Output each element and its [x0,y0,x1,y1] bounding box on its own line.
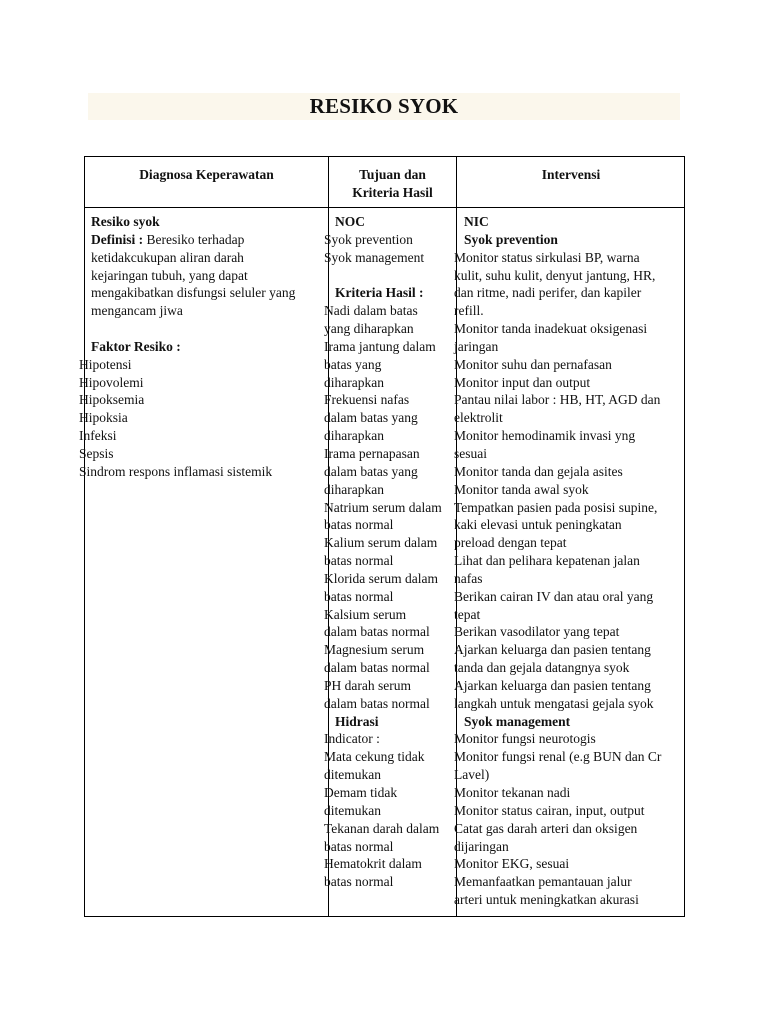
prevention-line: Ajarkan keluarga dan pasien tentang [454,677,651,693]
prevention-line: kulit, suhu kulit, denyut jantung, HR, [454,267,656,283]
header-tujuan [329,166,456,202]
prevention-line: Monitor tanda dan gejala asites [454,463,623,479]
kriteria-line: batas yang [324,356,382,372]
definisi-line: kejaringan tubuh, yang dapat [91,267,248,283]
hidrasi-line: Hematokrit dalam [324,856,422,872]
management-line: Monitor status cairan, input, output [454,802,645,818]
prevention-line: Monitor suhu dan pernafasan [454,356,612,372]
prevention-line: langkah untuk mengatasi gejala syok [454,695,654,711]
management-line: Monitor EKG, sesuai [454,856,570,872]
faktor-item: Hipotensi [79,356,132,372]
prevention-line: tepat [454,606,481,622]
kriteria-line: Frekuensi nafas [324,392,410,408]
prevention-line: Monitor tanda awal syok [454,481,589,497]
header-intervensi [457,166,685,184]
kriteria-line: dalam batas yang [324,410,418,426]
faktor-item: Hipoksia [79,410,128,426]
prevention-line: sesuai [454,445,487,461]
prevention-line: refill. [454,303,484,319]
definisi-line: mengancam jiwa [91,303,183,319]
kriteria-line: dalam batas normal [324,695,430,711]
title-bar [88,93,680,120]
management-heading: Syok management [464,713,571,729]
prevention-line: nafas [454,570,483,586]
prevention-line: Monitor hemodinamik invasi yng [454,428,636,444]
faktor-item: Hipovolemi [79,374,144,390]
faktor-item: Infeksi [79,428,117,444]
hidrasi-line: Tekanan darah dalam [324,820,440,836]
prevention-heading: Syok prevention [464,231,558,247]
kriteria-line: PH darah serum [324,677,411,693]
diagnosa-name: Resiko syok [91,214,160,229]
prevention-line: Monitor input dan output [454,374,591,390]
prevention-line: Berikan cairan IV dan atau oral yang [454,588,654,604]
diagnosa-column [79,213,328,913]
management-line: Monitor fungsi neurotogis [454,731,596,747]
tujuan-column [324,213,456,913]
header-diagnosa [85,166,328,184]
prevention-line: Monitor tanda inadekuat oksigenasi [454,321,648,337]
header-tujuan-line-2: Kriteria Hasil [352,184,433,200]
kriteria-line: diharapkan [324,428,384,444]
noc-heading: NOC [335,214,365,229]
faktor-item: Sepsis [79,445,114,461]
management-line: Memanfaatkan pemantauan jalur [454,874,632,890]
definisi-text: Beresiko terhadap [143,231,245,247]
kriteria-line: dalam batas normal [324,624,430,640]
prevention-line: Monitor status sirkulasi BP, warna [454,249,640,265]
definisi-line: ketidakcukupan aliran darah [91,249,244,265]
prevention-line: preload dengan tepat [454,535,567,551]
kriteria-line: batas normal [324,553,394,569]
header-divider [85,207,684,208]
faktor-heading: Faktor Resiko : [91,338,181,354]
faktor-item: Hipoksemia [79,392,145,408]
nursing-care-table [79,156,685,917]
kriteria-line: Natrium serum dalam [324,499,442,515]
hidrasi-line: ditemukan [324,802,381,818]
prevention-line: Ajarkan keluarga dan pasien tentang [454,642,651,658]
hidrasi-heading: Hidrasi [335,713,379,729]
prevention-line: kaki elevasi untuk peningkatan [454,517,622,533]
kriteria-line: Irama pernapasan [324,445,420,461]
kriteria-line: Irama jantung dalam [324,338,436,354]
header-intervensi-label: Intervensi [541,167,601,182]
spacer [85,320,328,338]
header-tujuan-line-1: Tujuan dan [359,167,426,182]
prevention-line: tanda dan gejala datangnya syok [454,660,630,676]
prevention-line: dan ritme, nadi perifer, dan kapiler [454,285,642,301]
management-line: Catat gas darah arteri dan oksigen [454,820,638,836]
kriteria-line: batas normal [324,517,394,533]
definisi-line: mengakibatkan disfungsi seluler yang [91,285,296,301]
management-line: Monitor fungsi renal (e.g BUN dan Cr [454,749,662,765]
page-title: RESIKO SYOK [309,94,459,118]
prevention-line: jaringan [454,338,499,354]
hidrasi-line: Mata cekung tidak [324,749,425,765]
hidrasi-line: batas normal [324,838,394,854]
hidrasi-line: Indicator : [324,731,380,747]
prevention-line: Berikan vasodilator yang tepat [454,624,620,640]
kriteria-line: batas normal [324,588,394,604]
hidrasi-line: ditemukan [324,767,381,783]
management-line: Lavel) [454,767,490,783]
kriteria-line: Klorida serum dalam [324,570,438,586]
kriteria-line: Magnesium serum [324,642,425,658]
definisi-line [85,231,328,249]
kriteria-line: dalam batas yang [324,463,418,479]
prevention-line: Pantau nilai labor : HB, HT, AGD dan [454,392,661,408]
kriteria-line: diharapkan [324,481,384,497]
header-diagnosa-label: Diagnosa Keperawatan [139,167,274,182]
hidrasi-line: Demam tidak [324,785,398,800]
intervensi-column [454,213,685,913]
kriteria-line: Kalsium serum [324,606,407,622]
noc-item: Syok prevention [324,231,413,247]
prevention-line: Tempatkan pasien pada posisi supine, [454,499,658,515]
faktor-item: Sindrom respons inflamasi sistemik [79,463,273,479]
kriteria-heading: Kriteria Hasil : [335,285,424,301]
kriteria-line: Nadi dalam batas [324,303,418,319]
hidrasi-line: batas normal [324,874,394,890]
kriteria-line: diharapkan [324,374,384,390]
definisi-label: Definisi : [91,231,144,247]
management-line: Monitor tekanan nadi [454,785,571,800]
noc-item: Syok management [324,249,425,265]
kriteria-line: dalam batas normal [324,660,430,676]
kriteria-line: Kalium serum dalam [324,535,438,551]
management-line: arteri untuk meningkatkan akurasi [454,892,639,908]
prevention-line: Lihat dan pelihara kepatenan jalan [454,553,640,569]
nic-heading: NIC [464,214,489,229]
spacer [329,267,456,285]
kriteria-line: yang diharapkan [324,321,414,337]
management-line: dijaringan [454,838,509,854]
prevention-line: elektrolit [454,410,503,426]
